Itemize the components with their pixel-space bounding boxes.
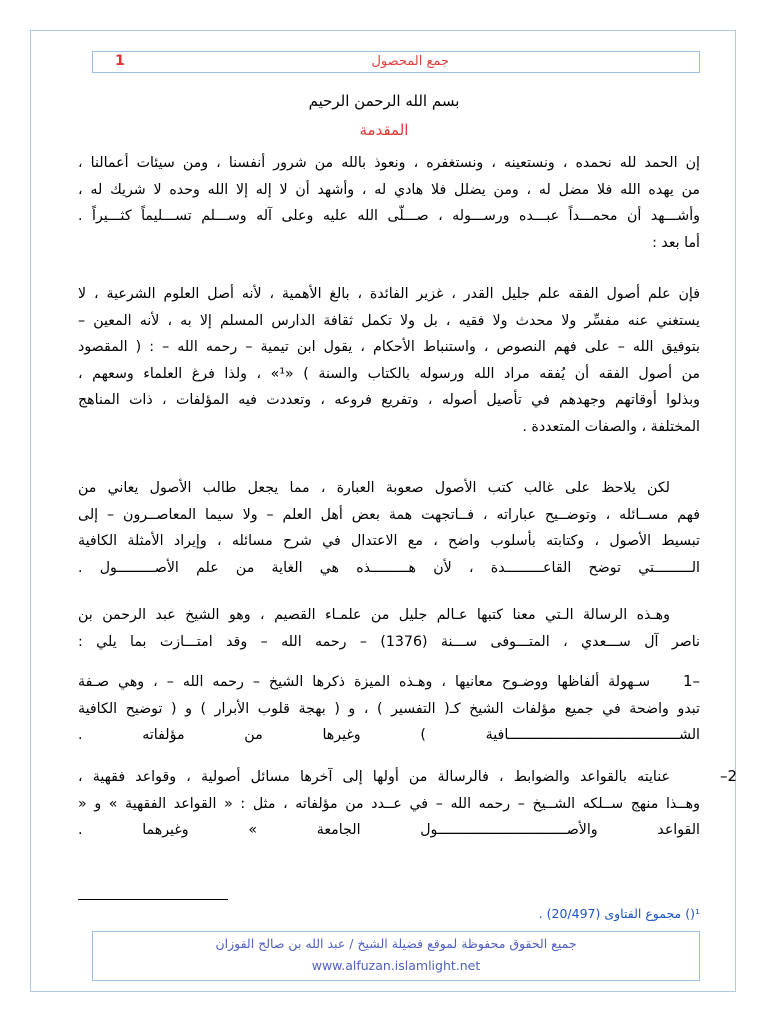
text-line: بتوفيق الله – على فهم النصوص ، واستنباط الأحكام ، يقول ابن تيمية – رحمه الله – : ( المقصود	[78, 339, 700, 356]
text-line: المختلفة ، والصفات المتعددة .	[522, 418, 700, 435]
text-line: من أصول الفقه أن يُفقه مراد الله ورسوله بالكتاب والسنة ) «¹» ، ولذا فرغ العلماء وسعهم ،	[78, 365, 700, 382]
text-line: ناصر آل ســـعدي ، المتـــوفى ســـنة (1376) – رحمه الله – وقد امتـــازت بما يلي :	[78, 633, 700, 650]
page-footer	[92, 931, 700, 981]
list-number: –2	[720, 767, 738, 785]
footnote: ¹() مجموع الفتاوى (20/497) .	[538, 906, 700, 921]
text-line: إن الحمد لله نحمده ، ونستعينه ، ونستغفره ، ونعوذ بالله من شرور أنفسنا ، ومن سيئات أعمالنا ،	[78, 155, 700, 171]
text-line: وهــذا منهج ســلكه الشــيخ – رحمه الله – في عــدد من مؤلفاته ، مثل : « القواعد الفقهية » و «	[78, 795, 700, 812]
footnote-divider	[78, 899, 228, 900]
list-number: 1–	[683, 672, 701, 690]
list-item	[78, 764, 700, 844]
list-item	[78, 669, 700, 749]
paragraph-risala	[78, 602, 700, 655]
footer-url-link[interactable]: www.alfuzan.islamlight.net	[311, 958, 481, 973]
section-heading: المقدمة	[359, 121, 409, 139]
basmala: بسم الله الرحمن الرحيم	[308, 92, 460, 110]
text-line: عنايته بالقواعد والضوابط ، فالرسالة من أولها إلى آخرها مسائل أصولية ، وقواعد فقهية ،	[78, 769, 670, 785]
text-line: تبدو واضحة في جميع مؤلفات الشيخ كـ( التفسير ) ، و ( بهجة قلوب الأبرار ) و ( توضيح الكافية	[78, 700, 700, 717]
text-line: وأشـــهد أن محمـــداً عبـــده ورســـوله ، صـــلّى الله عليه وعلى آله وســـلم تســـليماً كثـــيراً .	[78, 208, 700, 225]
text-line: يستغني عنه مفسِّر ولا محدث ولا فقيه ، بل ولا تكمل ثقافة الدارس المسلم إلا به ، لأنه المعين –	[78, 312, 700, 329]
text-line: من يهده الله فلا مضل له ، ومن يضلل فلا هادي له ، وأشهد أن لا إله إلا الله وحده لا شريك له ،	[78, 181, 700, 198]
paragraph-intro	[78, 150, 700, 256]
text-line: أما بعد :	[652, 234, 700, 251]
text-line: الـــــــــتي توضح القاعـــــــــدة ، لأن هـــــــــذه هي الغاية من علم الأصـــــــــول .	[78, 559, 700, 576]
text-line: تبسيط الأصول ، وكتابته بأسلوب واضح ، مع الاعتدال في شرح مسائله ، وإيراد الأمثلة الكافية	[78, 533, 700, 550]
text-line: وهـذه الرسالة الـتي معنا كتبها عـالم جليل من علمـاء القصيم ، وهو الشيخ عبد الرحمن بن	[78, 607, 670, 623]
header-title: جمع المحصول	[371, 54, 449, 69]
footer-rights: جميع الحقوق محفوظة لموقع فضيلة الشيخ / عبد الله بن صالح الفوزان	[215, 936, 577, 951]
page-number: 1	[115, 53, 125, 69]
page-header	[92, 51, 700, 73]
paragraph-usul-importance	[78, 281, 700, 441]
text-line: فإن علم أصول الفقه علم جليل القدر ، غزير الفائدة ، بالغ الأهمية ، لأنه أصل العلوم الشرعية ، لا	[78, 286, 700, 302]
text-line: الشـــــــــــــــــــــــــــــــــــــــــافية ) وغيرها من مؤلفاته .	[78, 727, 700, 744]
text-line: القواعد والأصـــــــــــــــــــــــــــــــول الجامعة » وغيرهما .	[78, 822, 700, 839]
paragraph-difficulty	[78, 475, 700, 581]
text-line: سـهولة ألفاظها ووضـوح معانيها ، وهـذه الميزة ذكرها الشيخ – رحمه الله – ، وهي صـفة	[78, 674, 650, 690]
text-line: فهم مســائله ، وتوضــيح عباراته ، فــاتجهت همة بعض أهل العلم – ولا سيما المعاصــرون – إلى	[78, 506, 700, 523]
text-line: لكن يلاحظ على غالب كتب الأصول صعوبة العبارة ، مما يجعل طالب الأصول يعاني من	[78, 480, 670, 496]
text-line: وبذلوا أوقاتهم وجهدهم في تأصيل أصوله ، وتفريع فروعه ، وتعددت فيه المؤلفات ، ذات المناهج	[78, 392, 700, 409]
